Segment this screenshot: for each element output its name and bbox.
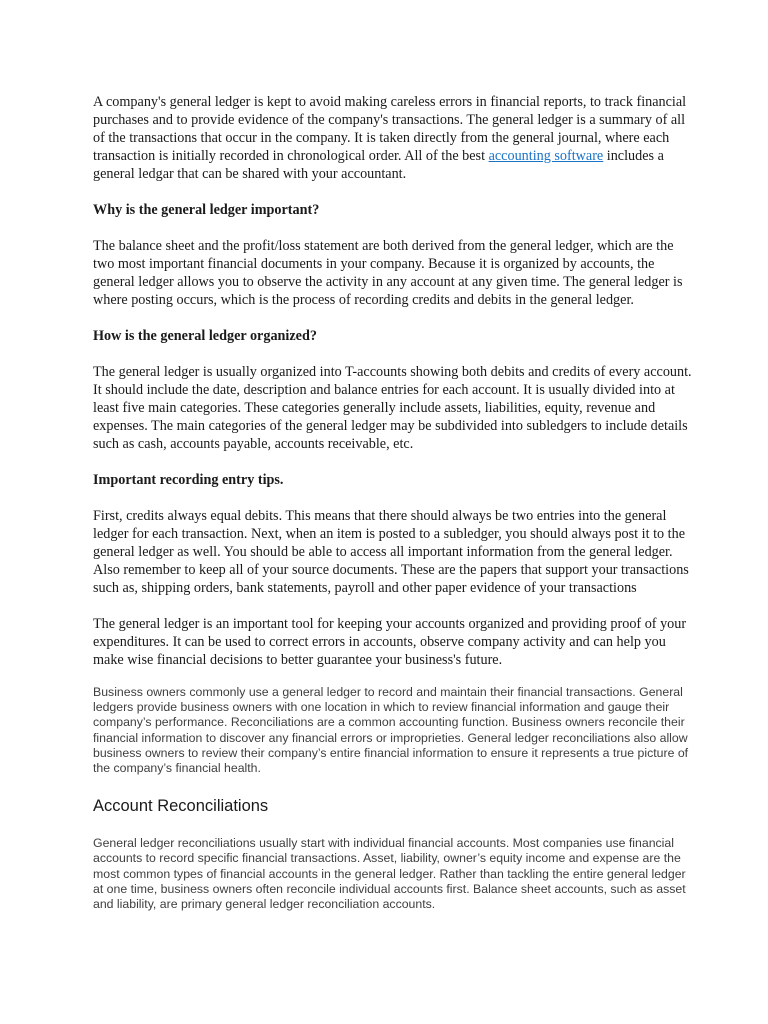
conclusion-paragraph: The general ledger is an important tool for keeping your accounts organized and providing proof of your expenditures. It can be used to correct errors in accounts, observe company activity and can help you make wise financial decisions to better guarantee your business's future. xyxy=(93,616,687,668)
intro-text: A company's general ledger is kept to avoid making careless errors in financial reports, to track financial purchases and to provide evidence of the company's transactions. The general ledger is a summary of all of the transactions that occur in the company. It is taken directly from the general journal, where each transaction is initially recorded in chronological order. All of the best xyxy=(93,94,687,164)
why-important-paragraph: The balance sheet and the profit/loss statement are both derived from the general ledger, which are the two most important financial documents in your company. Because it is organized by accounts, the general ledger allows you to observe the activity in any account at any given time. The general ledger is where posting occurs, which is the process of recording credits and debits in the general ledger. xyxy=(93,238,683,308)
how-organized-heading: How is the general ledger organized? xyxy=(93,328,317,344)
how-organized-paragraph: The general ledger is usually organized into T-accounts showing both debits and credits of every account. It should include the date, description and balance entries for each account. It is usually divided into at least five main categories. These categories generally include assets, liabilities, equity, revenue and expenses. The main categories of the general ledger may be subdivided into subledgers to include details such as cash, accounts payable, accounts receivable, etc. xyxy=(93,364,692,452)
account-reconciliations-paragraph: General ledger reconciliations usually start with individual financial accounts. Most companies use financial accounts to record specific financial transactions. Asset, liability, owner’s equity income and expense are the most common types of financial accounts in the general ledger. Rather than tackling the entire general ledger at one time, business owners often reconcile individual accounts first. Balance sheet accounts, such as asset and liability, are primary general ledger reconciliation accounts. xyxy=(93,836,686,912)
account-reconciliations-heading: Account Reconciliations xyxy=(93,797,269,816)
intro-text-end: includes a general ledgar that can be shared with your accountant. xyxy=(93,148,664,182)
accounting-software-link[interactable]: accounting software xyxy=(488,148,604,164)
recording-tips-paragraph: First, credits always equal debits. This means that there should always be two entries into the general ledger for each transaction. Next, when an item is posted to a subledger, you should always post it to the general ledger as well. You should be able to access all important information from the general ledger. Also remember to keep all of your source documents. These are the papers that support your transactions such as, shipping orders, bank statements, payroll and other paper evidence of your transactions xyxy=(93,508,689,596)
why-important-heading: Why is the general ledger important? xyxy=(93,202,320,218)
intro-paragraph xyxy=(93,93,693,183)
business-owners-paragraph: Business owners commonly use a general ledger to record and maintain their financial transactions. General ledgers provide business owners with one location in which to review financial information and gauge their company’s performance. Reconciliations are a common accounting function. Business owners reconcile their financial information to discover any financial errors or improprieties. General ledger reconciliations also allow business owners to review their company’s entire financial information to ensure it represents a true picture of the company’s financial health. xyxy=(93,685,689,776)
recording-tips-heading: Important recording entry tips. xyxy=(93,472,284,488)
document-page xyxy=(93,93,693,912)
